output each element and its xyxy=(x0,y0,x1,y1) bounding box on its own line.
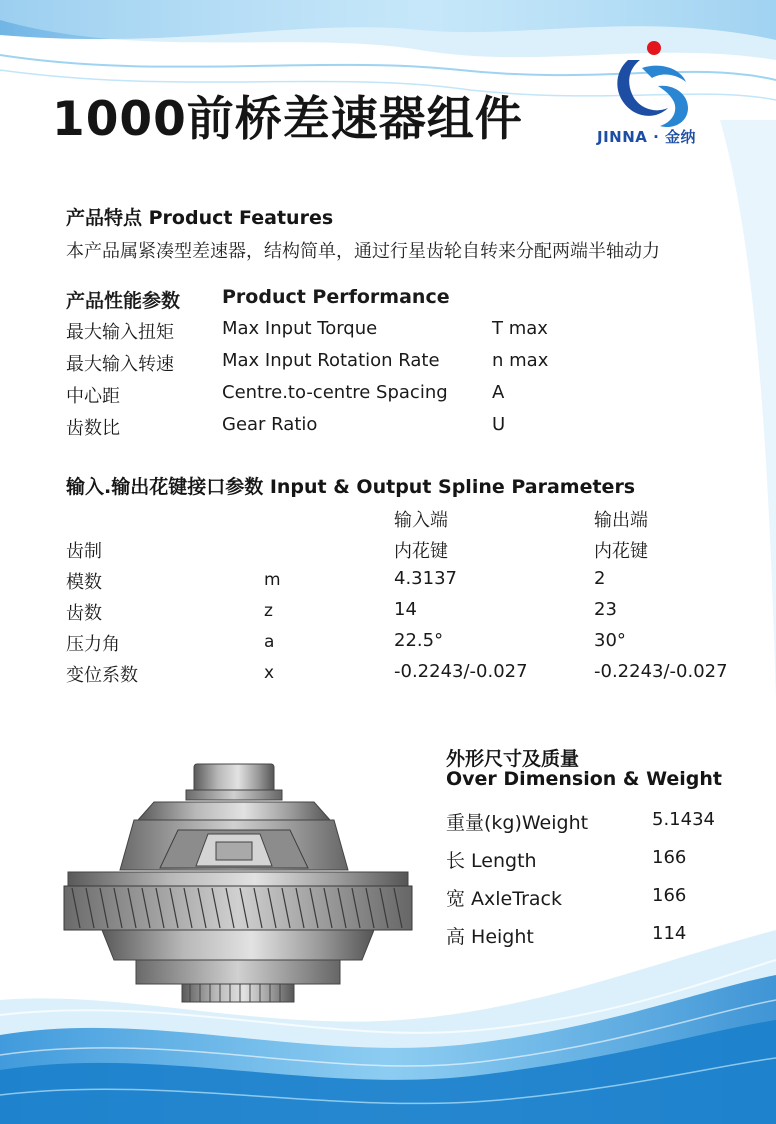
dimension-value: 166 xyxy=(652,847,687,868)
dimension-row xyxy=(446,884,746,922)
dimension-row xyxy=(446,922,746,960)
performance-header xyxy=(66,286,766,318)
dimension-value: 114 xyxy=(652,923,687,944)
spline-param: 齿制 xyxy=(66,541,102,562)
spline-input: -0.2243/-0.027 xyxy=(394,661,528,682)
spline-input: 4.3137 xyxy=(394,568,457,589)
spline-col-input: 输入端 xyxy=(394,510,448,531)
spline-header xyxy=(66,506,766,537)
performance-cn: 最大输入转速 xyxy=(66,354,174,375)
spline-input: 22.5° xyxy=(394,630,444,651)
dimension-label: 长 Length xyxy=(446,850,537,872)
dimension-row xyxy=(446,808,746,846)
spline-table xyxy=(66,506,766,692)
dimension-title-en: Over Dimension & Weight xyxy=(446,768,722,790)
performance-cn: 齿数比 xyxy=(66,418,120,439)
spline-row xyxy=(66,630,766,661)
spline-param: 变位系数 xyxy=(66,665,138,686)
performance-en: Max Input Rotation Rate xyxy=(222,350,440,371)
spline-symbol: m xyxy=(264,570,281,590)
dimension-value: 5.1434 xyxy=(652,809,715,830)
spline-row xyxy=(66,537,766,568)
spline-param: 压力角 xyxy=(66,634,120,655)
performance-symbol: n max xyxy=(492,350,549,371)
logo-text: JINNA · 金纳 xyxy=(597,128,697,146)
performance-en: Centre.to-centre Spacing xyxy=(222,382,448,403)
differential-assembly-image xyxy=(58,760,418,1010)
performance-title-en: Product Performance xyxy=(222,286,450,308)
spline-symbol: a xyxy=(264,632,275,652)
spline-row xyxy=(66,568,766,599)
features-title: 产品特点 Product Features xyxy=(66,207,334,229)
spline-output: -0.2243/-0.027 xyxy=(594,661,728,682)
dimension-title-cn: 外形尺寸及质量 xyxy=(446,748,580,770)
spline-output: 内花键 xyxy=(594,541,648,562)
spline-title: 输入.输出花键接口参数 Input & Output Spline Parameters xyxy=(66,476,636,498)
spline-output: 23 xyxy=(594,599,617,620)
performance-cn: 中心距 xyxy=(66,386,120,407)
dimension-label: 宽 AxleTrack xyxy=(446,888,562,910)
spline-output: 2 xyxy=(594,568,606,589)
dimension-row xyxy=(446,846,746,884)
performance-en: Max Input Torque xyxy=(222,318,378,339)
spline-input: 14 xyxy=(394,599,417,620)
dimension-value: 166 xyxy=(652,885,687,906)
performance-symbol: A xyxy=(492,382,505,403)
performance-title-cn: 产品性能参数 xyxy=(66,290,181,312)
performance-symbol: U xyxy=(492,414,506,435)
spline-output: 30° xyxy=(594,630,626,651)
spline-row xyxy=(66,661,766,692)
spline-input: 内花键 xyxy=(394,541,448,562)
performance-symbol: T max xyxy=(492,318,548,339)
performance-row xyxy=(66,414,766,446)
spline-symbol: x xyxy=(264,663,275,683)
spline-param: 模数 xyxy=(66,572,102,593)
dimension-label: 高 Height xyxy=(446,926,534,948)
page-title: 1000前桥差速器组件 xyxy=(52,92,523,147)
dimension-table xyxy=(446,808,746,960)
performance-row xyxy=(66,350,766,382)
performance-table xyxy=(66,286,766,446)
performance-row xyxy=(66,318,766,350)
spline-col-output: 输出端 xyxy=(594,510,648,531)
spline-row xyxy=(66,599,766,630)
performance-row xyxy=(66,382,766,414)
spline-symbol: z xyxy=(264,601,273,621)
spline-param: 齿数 xyxy=(66,603,102,624)
dimension-label: 重量(kg)Weight xyxy=(446,812,589,834)
performance-cn: 最大输入扭矩 xyxy=(66,322,174,343)
features-description: 本产品属紧凑型差速器，结构简单，通过行星齿轮自转来分配两端半轴动力 xyxy=(66,241,660,262)
performance-en: Gear Ratio xyxy=(222,414,318,435)
